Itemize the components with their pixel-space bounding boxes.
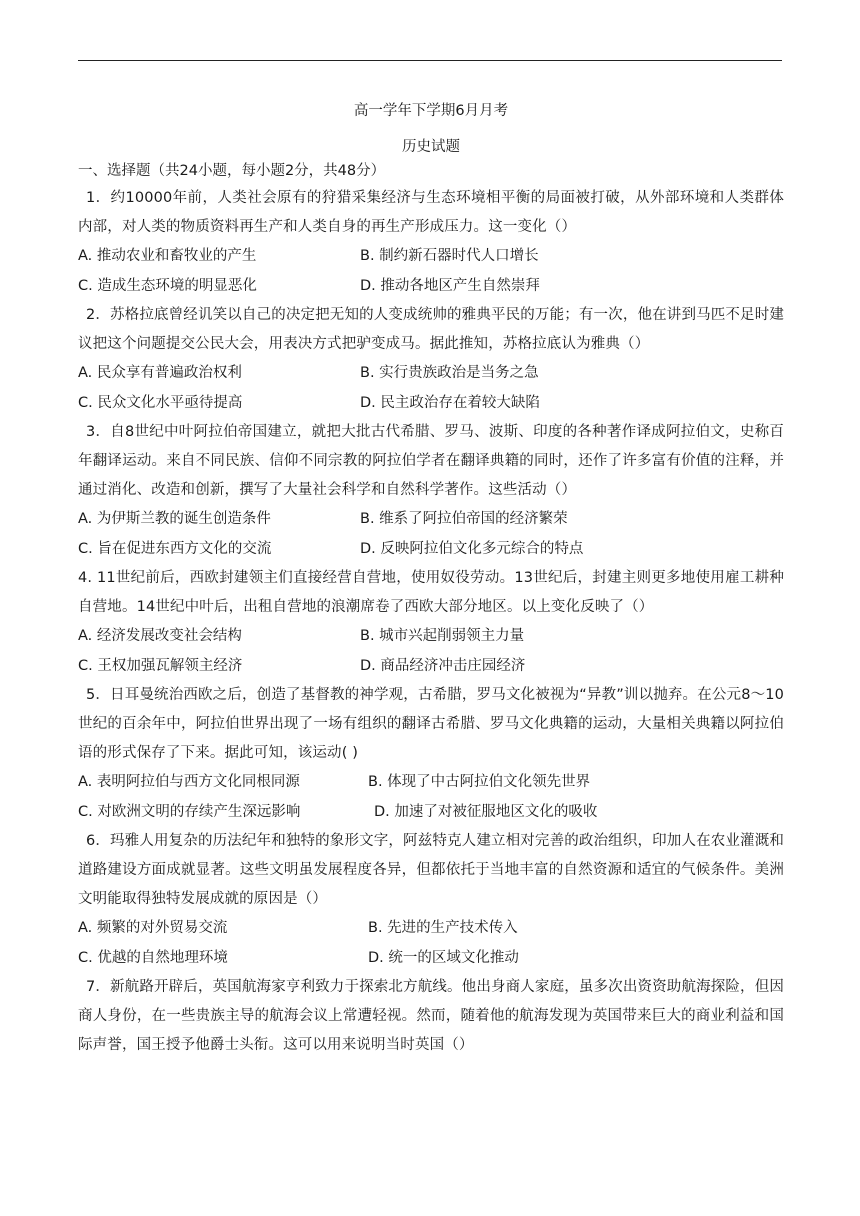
option-c: C. 造成生态环境的明显恶化 <box>78 277 257 294</box>
section-header: 一、选择题（共24小题，每小题2分，共48分） <box>78 163 386 179</box>
question-stem: 4. 11世纪前后，西欧封建领主们直接经营自营地，使用奴役劳动。13世纪后，封建主则更多地使用雇工耕种自营地。14世纪中叶后，出租自营地的浪潮席卷了西欧大部分地区。以上变化反映了（） <box>78 570 784 615</box>
option-b: B. 先进的生产技术传入 <box>368 920 518 936</box>
option-row <box>78 652 784 682</box>
question-stem: 1．约10000年前，人类社会原有的狩猎采集经济与生态环境相平衡的局面被打破，从外部环境和人类群体内部，对人类的物质资料再生产和人类自身的再生产形成压力。这一变化（） <box>78 190 784 235</box>
question-stem: 5．日耳曼统治西欧之后，创造了基督教的神学观，古希腊，罗马文化被视为“异教”训以抛弃。在公元8～10世纪的百余年中，阿拉伯世界出现了一场有组织的翻译古希腊、罗马文化典籍的运动，大量相关典籍以阿拉伯语的形式保存了下来。据此可知，该运动( ) <box>78 687 784 761</box>
option-row <box>78 622 784 652</box>
question-3 <box>78 418 784 564</box>
option-row <box>78 359 784 389</box>
exam-title: 高一学年下学期6月月考 <box>353 103 509 119</box>
option-row <box>78 272 784 302</box>
option-a: A. 频繁的对外贸易交流 <box>78 920 228 936</box>
option-d: D. 反映阿拉伯文化多元综合的特点 <box>360 540 584 557</box>
question-5 <box>78 681 784 827</box>
option-row <box>78 768 784 798</box>
option-a: A. 表明阿拉伯与西方文化同根同源 <box>78 774 300 790</box>
header-rule <box>78 60 782 61</box>
option-d: D. 加速了对被征服地区文化的吸收 <box>374 803 598 820</box>
question-stem: 6．玛雅人用复杂的历法纪年和独特的象形文字，阿兹特克人建立相对完善的政治组织，印加人在农业灌溉和道路建设方面成就显著。这些文明虽发展程度各异，但都依托于当地丰富的自然资源和适宜的气候条件。美洲文明能取得独特发展成就的原因是（） <box>78 833 784 907</box>
question-6 <box>78 827 784 973</box>
option-b: B. 城市兴起削弱领主力量 <box>360 628 525 644</box>
option-a: A. 经济发展改变社会结构 <box>78 628 242 644</box>
option-row <box>78 798 784 828</box>
option-c: C. 王权加强瓦解领主经济 <box>78 657 243 674</box>
exam-page <box>78 100 784 1060</box>
option-d: D. 民主政治存在着较大缺陷 <box>360 394 540 411</box>
option-c: C. 优越的自然地理环境 <box>78 949 228 966</box>
option-b: B. 体现了中古阿拉伯文化领先世界 <box>368 774 591 790</box>
option-d: D. 商品经济冲击庄园经济 <box>360 657 526 674</box>
option-a: A. 为伊斯兰教的诞生创造条件 <box>78 511 271 527</box>
option-row <box>78 944 784 974</box>
option-c: C. 对欧洲文明的存续产生深远影响 <box>78 803 301 820</box>
option-c: C. 旨在促进东西方文化的交流 <box>78 540 272 557</box>
option-a: A. 推动农业和畜牧业的产生 <box>78 248 257 264</box>
option-row <box>78 505 784 535</box>
option-d: D. 统一的区域文化推动 <box>368 949 519 966</box>
subject-title: 历史试题 <box>402 139 460 155</box>
option-a: A. 民众享有普遍政治权利 <box>78 365 242 381</box>
question-2 <box>78 301 784 418</box>
question-4 <box>78 564 784 681</box>
option-row <box>78 914 784 944</box>
option-b: B. 实行贵族政治是当务之急 <box>360 365 539 381</box>
question-stem: 7．新航路开辟后，英国航海家亨利致力于探索北方航线。他出身商人家庭，虽多次出资资助航海探险，但因商人身份，在一些贵族主导的航海会议上常遭轻视。然而，随着他的航海发现为英国带来巨大的商业利益和国际声誉，国王授予他爵士头衔。这可以用来说明当时英国（） <box>78 979 784 1053</box>
option-c: C. 民众文化水平亟待提高 <box>78 394 243 411</box>
question-stem: 3．自8世纪中叶阿拉伯帝国建立，就把大批古代希腊、罗马、波斯、印度的各种著作译成阿拉伯文，史称百年翻译运动。来自不同民族、信仰不同宗教的阿拉伯学者在翻译典籍的同时，还作了许多富有价值的注释，并通过消化、改造和创新，撰写了大量社会科学和自然科学著作。这些活动（） <box>78 424 784 498</box>
question-stem: 2．苏格拉底曾经讥笑以自己的决定把无知的人变成统帅的雅典平民的万能；有一次，他在讲到马匹不足时建议把这个问题提交公民大会，用表决方式把驴变成马。据此推知，苏格拉底认为雅典（） <box>78 307 784 352</box>
option-b: B. 维系了阿拉伯帝国的经济繁荣 <box>360 511 568 527</box>
option-d: D. 推动各地区产生自然崇拜 <box>360 277 540 294</box>
option-b: B. 制约新石器时代人口增长 <box>360 248 539 264</box>
option-row <box>78 389 784 419</box>
question-7 <box>78 973 784 1060</box>
option-row <box>78 242 784 272</box>
option-row <box>78 535 784 565</box>
question-1 <box>78 184 784 301</box>
